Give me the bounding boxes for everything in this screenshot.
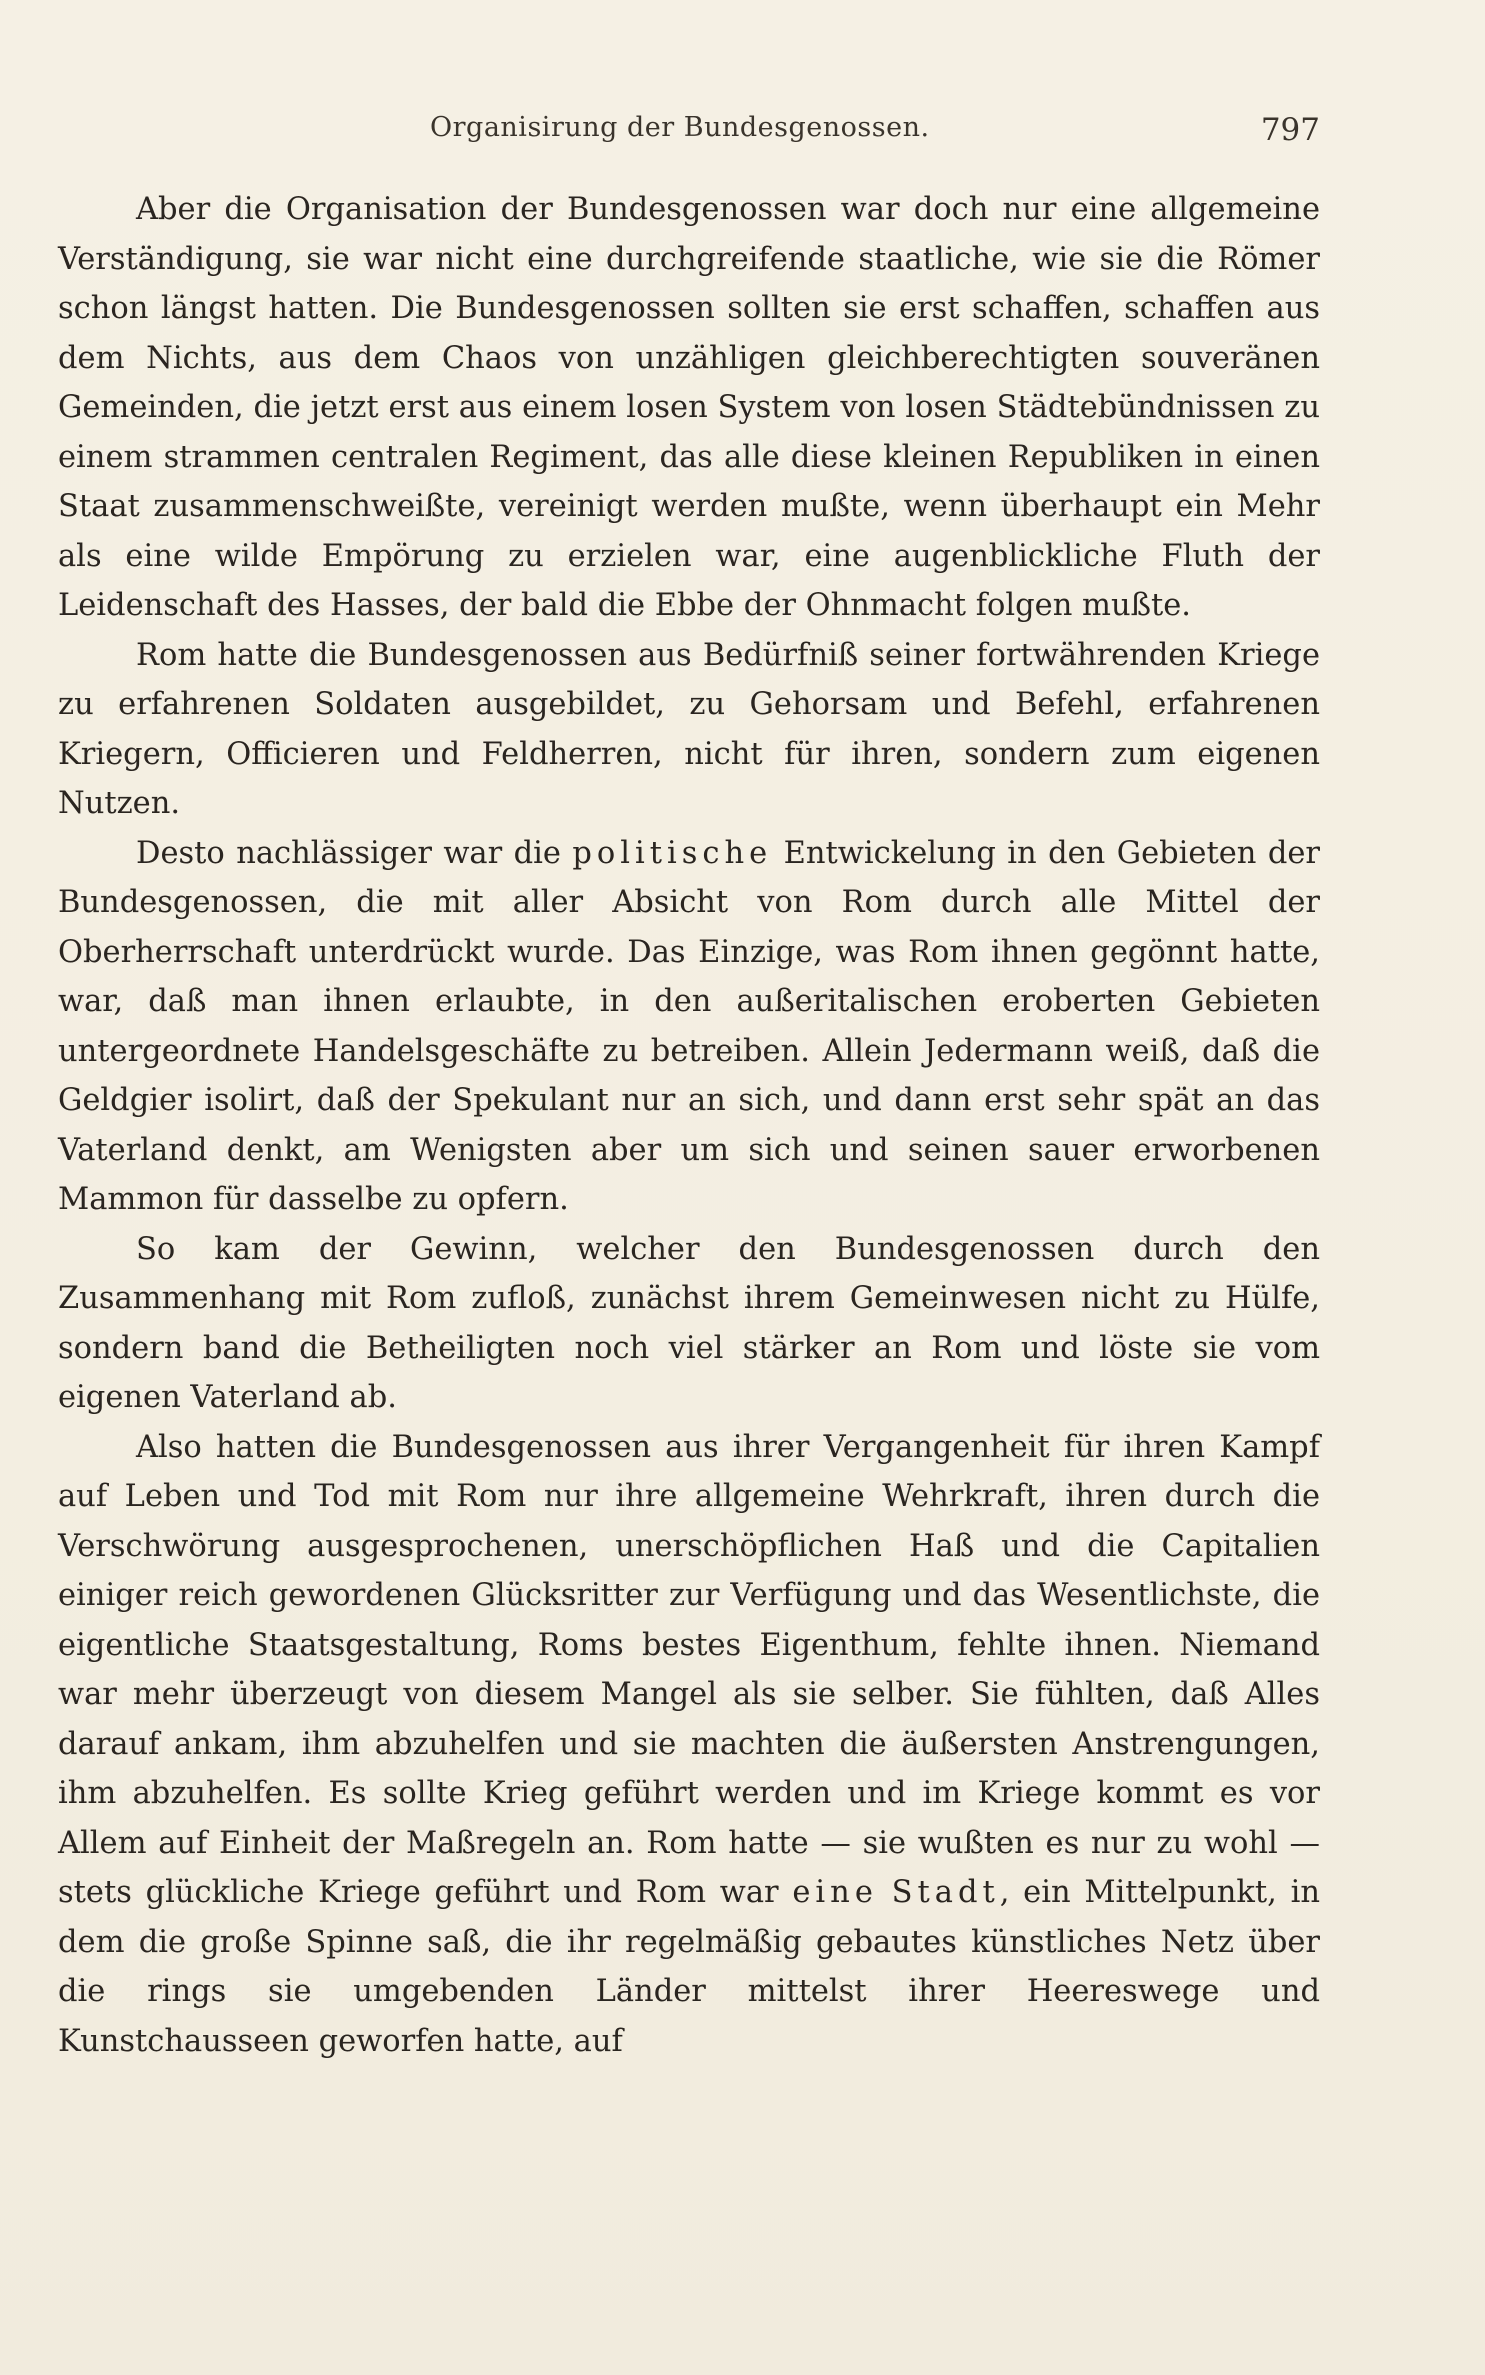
body-text (58, 185, 1320, 2066)
paragraph: Rom hatte die Bundesgenossen aus Bedürfniß seiner fortwährenden Kriege zu erfahrenen Soldaten ausgebildet, zu Gehorsam und Befehl, erfahrenen Kriegern, Officieren und Feldherren, nicht für ihren, sondern zum eigenen Nutzen. (58, 637, 1320, 821)
paragraph (58, 1423, 1320, 2067)
paragraph-text: Desto nachlässiger war die (136, 835, 573, 871)
paragraph-text: , ein Mittelpunkt, in dem die große Spinne saß, die ihr regelmäßig gebautes künstliches Netz über die rings sie umgebenden Länder mittelst ihrer Heereswege und Kunstchausseen geworfen hatte, auf (58, 1875, 1320, 2059)
emphasized-word: Stadt (891, 1875, 1000, 1910)
paragraph (58, 829, 1320, 1225)
running-head (60, 112, 1320, 162)
emphasized-word: eine (792, 1875, 878, 1910)
paragraph: So kam der Gewinn, welcher den Bundesgenossen durch den Zusammenhang mit Rom zufloß, zunächst ihrem Gemeinwesen nicht zu Hülfe, sondern band die Betheiligten noch viel stärker an Rom und löste sie vom eigenen Vaterland ab. (58, 1231, 1320, 1415)
paragraph-text (878, 1875, 892, 1910)
paragraph-text: Entwickelung in den Gebieten der Bundesgenossen, die mit aller Absicht von Rom durch alle Mittel der Oberherrschaft unterdrückt wurde. Das Einzige, was Rom ihnen gegönnt hatte, war, daß man ihnen erlaubte, in den außeritalischen eroberten Gebieten untergeordnete Handelsgeschäfte zu betreiben. Allein Jedermann weiß, daß die Geldgier isolirt, daß der Spekulant nur an sich, und dann erst sehr spät an das Vaterland denkt, am Wenigsten aber um sich und seinen sauer erworbenen Mammon für dasselbe zu opfern. (58, 835, 1320, 1217)
paragraph-text: Also hatten die Bundesgenossen aus ihrer Vergangenheit für ihren Kampf auf Leben und Tod mit Rom nur ihre allgemeine Wehrkraft, ihren durch die Verschwörung ausgesprochenen, unerschöpflichen Haß und die Capitalien einiger reich gewordenen Glücksritter zur Verfügung und das Wesentlichste, die eigentliche Staatsgestaltung, Roms bestes Eigenthum, fehlte ihnen. Niemand war mehr überzeugt von diesem Mangel als sie selber. Sie fühlten, daß Alles darauf ankam, ihm abzuhelfen und sie machten die äußersten Anstrengungen, ihm abzuhelfen. Es sollte Krieg geführt werden und im Kriege kommt es vor Allem auf Einheit der Maßregeln an. Rom hatte — sie wußten es nur zu wohl — stets glückliche Kriege geführt und Rom war (58, 1429, 1320, 1910)
running-title: Organisirung der Bundesgenossen. (430, 112, 930, 143)
paragraph: Aber die Organisation der Bundesgenossen war doch nur eine allgemeine Verständigung, sie war nicht eine durchgreifende staatliche, wie sie die Römer schon längst hatten. Die Bundesgenossen sollten sie erst schaffen, schaffen aus dem Nichts, aus dem Chaos von unzähligen gleichberechtigten souveränen Gemeinden, die jetzt erst aus einem losen System von losen Städtebündnissen zu einem strammen centralen Regiment, das alle diese kleinen Republiken in einen Staat zusammenschweißte, vereinigt werden mußte, wenn überhaupt ein Mehr als eine wilde Empörung zu erzielen war, eine augenblickliche Fluth der Leidenschaft des Hasses, der bald die Ebbe der Ohnmacht folgen mußte. (58, 192, 1320, 623)
page-number: 797 (1260, 112, 1320, 148)
emphasized-word: politische (572, 835, 773, 871)
